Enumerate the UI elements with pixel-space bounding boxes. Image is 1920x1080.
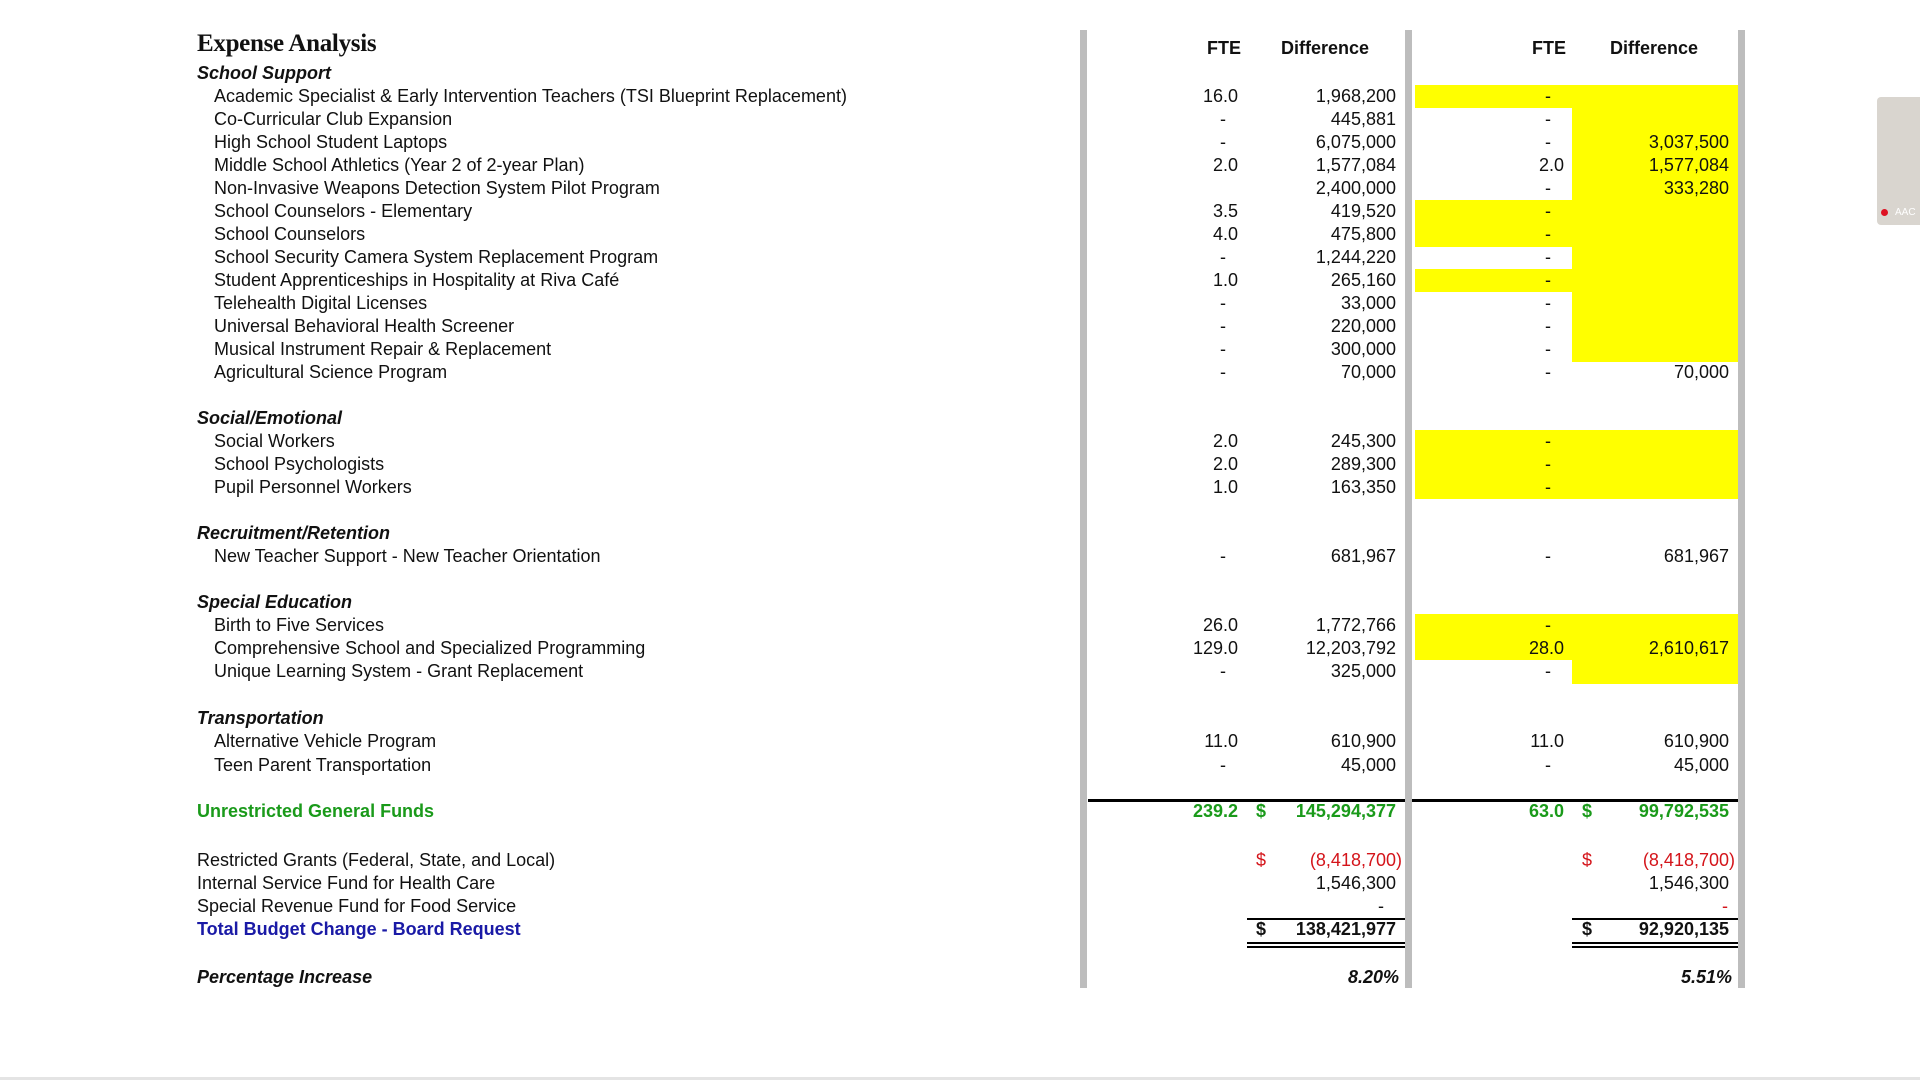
fte-value: - <box>1545 755 1551 775</box>
fte-value: 16.0 <box>1202 86 1238 106</box>
section-label: Social/Emotional <box>197 408 343 428</box>
fte-value: 2.0 <box>1212 155 1238 175</box>
fte-value: - <box>1545 546 1551 566</box>
fte-value: - <box>1545 339 1551 359</box>
row-label: Telehealth Digital Licenses <box>214 293 428 313</box>
difference-value: 1,772,766 <box>1315 615 1396 635</box>
difference-value: 163,350 <box>1330 477 1396 497</box>
difference-value: 289,300 <box>1330 454 1396 474</box>
participant-name: AAC <box>1895 207 1916 218</box>
row-label: Social Workers <box>214 431 335 451</box>
row-label: New Teacher Support - New Teacher Orientation <box>214 546 601 566</box>
fte-value: 2.0 <box>1538 155 1564 175</box>
fte-value: - <box>1545 477 1551 497</box>
difference-value: 220,000 <box>1330 316 1396 336</box>
row-label: Unique Learning System - Grant Replacement <box>214 661 584 681</box>
table-row <box>0 476 1920 499</box>
table-row <box>0 200 1920 223</box>
table-row <box>0 292 1920 315</box>
fte-value: - <box>1545 109 1551 129</box>
table-row <box>0 754 1920 777</box>
section-heading <box>0 707 1920 730</box>
row-label: Non-Invasive Weapons Detection System Pilot Program <box>214 178 660 198</box>
total-value: 138,421,977 <box>1295 919 1396 939</box>
difference-value: 1,577,084 <box>1315 155 1396 175</box>
difference-total: 145,294,377 <box>1295 801 1396 821</box>
header-fte-1: FTE <box>1207 38 1241 58</box>
section-label: School Support <box>197 63 331 83</box>
row-label: Musical Instrument Repair & Replacement <box>214 339 552 359</box>
double-rule <box>1247 942 1405 944</box>
currency-symbol: $ <box>1256 850 1267 870</box>
difference-value: - <box>1378 896 1384 916</box>
table-row <box>0 614 1920 637</box>
health-label: Internal Service Fund for Health Care <box>197 873 496 893</box>
fte-value: 26.0 <box>1202 615 1238 635</box>
row-label: Comprehensive School and Specialized Programming <box>214 638 646 658</box>
difference-value: 1,968,200 <box>1315 86 1396 106</box>
fte-value: - <box>1220 316 1226 336</box>
header-difference-2: Difference <box>1610 38 1699 58</box>
difference-value: 1,577,084 <box>1648 155 1729 175</box>
row-label: School Psychologists <box>214 454 385 474</box>
table-row <box>0 246 1920 269</box>
percentage-label: Percentage Increase <box>197 967 373 987</box>
unrestricted-row <box>0 800 1920 823</box>
fte-value: - <box>1220 132 1226 152</box>
food-label: Special Revenue Fund for Food Service <box>197 896 517 916</box>
table-row <box>0 108 1920 131</box>
difference-value: 2,400,000 <box>1315 178 1396 198</box>
difference-value: (8,418,700) <box>1642 850 1735 870</box>
difference-value: - <box>1722 896 1728 916</box>
table-row <box>0 453 1920 476</box>
difference-value: 333,280 <box>1663 178 1729 198</box>
difference-value: 610,900 <box>1663 731 1729 751</box>
currency-symbol: $ <box>1582 919 1593 939</box>
difference-value: 45,000 <box>1340 755 1396 775</box>
difference-value: 681,967 <box>1330 546 1396 566</box>
fte-value: - <box>1545 132 1551 152</box>
fte-value: 11.0 <box>1530 731 1564 751</box>
fte-value: 1.0 <box>1212 477 1238 497</box>
restricted-row <box>0 849 1920 872</box>
difference-value: 325,000 <box>1330 661 1396 681</box>
fte-value: - <box>1220 339 1226 359</box>
difference-total: 99,792,535 <box>1638 801 1729 821</box>
difference-value: 300,000 <box>1330 339 1396 359</box>
table-row <box>0 637 1920 660</box>
difference-value: 245,300 <box>1330 431 1396 451</box>
difference-value: 475,800 <box>1330 224 1396 244</box>
section-heading <box>0 522 1920 545</box>
fte-value: 3.5 <box>1212 201 1238 221</box>
table-row <box>0 223 1920 246</box>
difference-value: 3,037,500 <box>1648 132 1729 152</box>
fte-value: - <box>1545 247 1551 267</box>
header-fte-2: FTE <box>1532 38 1566 58</box>
table-row <box>0 154 1920 177</box>
double-rule <box>1572 946 1738 948</box>
difference-value: 1,546,300 <box>1315 873 1396 893</box>
section-heading <box>0 407 1920 430</box>
fte-value: - <box>1545 86 1551 106</box>
fte-value: - <box>1545 362 1551 382</box>
double-rule <box>1572 942 1738 944</box>
difference-value: 419,520 <box>1330 201 1396 221</box>
currency-symbol: $ <box>1256 919 1267 939</box>
row-label: Academic Specialist & Early Intervention Teachers (TSI Blueprint Replacement) <box>214 86 847 106</box>
percentage-value: 5.51% <box>1680 967 1732 987</box>
row-label: Agricultural Science Program <box>214 362 448 382</box>
fte-value: - <box>1545 431 1551 451</box>
fte-value: - <box>1545 661 1551 681</box>
total-row <box>0 918 1920 941</box>
food-row <box>0 895 1920 918</box>
difference-value: 265,160 <box>1330 270 1396 290</box>
participant-video-thumbnail[interactable] <box>1877 97 1920 225</box>
fte-value: - <box>1220 755 1226 775</box>
difference-value: 681,967 <box>1663 546 1729 566</box>
fte-value: - <box>1220 661 1226 681</box>
section-label: Recruitment/Retention <box>197 523 391 543</box>
row-label: Co-Curricular Club Expansion <box>214 109 453 129</box>
fte-value: - <box>1545 293 1551 313</box>
difference-value: 1,244,220 <box>1315 247 1396 267</box>
table-row <box>0 545 1920 568</box>
fte-total: 239.2 <box>1192 801 1238 821</box>
restricted-label: Restricted Grants (Federal, State, and Local) <box>197 850 556 870</box>
unrestricted-label: Unrestricted General Funds <box>197 801 435 821</box>
fte-total: 63.0 <box>1528 801 1564 821</box>
fte-value: - <box>1220 546 1226 566</box>
difference-value: 45,000 <box>1673 755 1729 775</box>
percentage-value: 8.20% <box>1347 967 1399 987</box>
row-label: Middle School Athletics (Year 2 of 2-year Plan) <box>214 155 585 175</box>
fte-value: - <box>1545 316 1551 336</box>
fte-value: - <box>1545 178 1551 198</box>
table-row <box>0 660 1920 683</box>
table-row <box>0 177 1920 200</box>
row-label: Universal Behavioral Health Screener <box>214 316 515 336</box>
difference-value: (8,418,700) <box>1309 850 1402 870</box>
row-label: Teen Parent Transportation <box>214 755 432 775</box>
row-label: School Counselors - Elementary <box>214 201 473 221</box>
table-row <box>0 269 1920 292</box>
fte-value: 4.0 <box>1212 224 1238 244</box>
table-row <box>0 361 1920 384</box>
header-difference-1: Difference <box>1281 38 1370 58</box>
fte-value: - <box>1545 201 1551 221</box>
difference-value: 33,000 <box>1340 293 1396 313</box>
difference-value: 6,075,000 <box>1315 132 1396 152</box>
difference-value: 2,610,617 <box>1648 638 1729 658</box>
table-row <box>0 315 1920 338</box>
recording-dot-icon <box>1881 209 1888 216</box>
fte-value: - <box>1220 247 1226 267</box>
currency-symbol: $ <box>1582 801 1593 821</box>
table-row <box>0 430 1920 453</box>
row-label: School Security Camera System Replacement Program <box>214 247 659 267</box>
total-label: Total Budget Change - Board Request <box>197 919 521 939</box>
section-label: Special Education <box>197 592 353 612</box>
difference-value: 12,203,792 <box>1305 638 1396 658</box>
fte-value: 2.0 <box>1212 431 1238 451</box>
fte-value: - <box>1545 454 1551 474</box>
fte-value: 2.0 <box>1212 454 1238 474</box>
total-value: 92,920,135 <box>1638 919 1729 939</box>
double-rule <box>1247 946 1405 948</box>
row-label: Alternative Vehicle Program <box>214 731 437 751</box>
fte-value: - <box>1545 615 1551 635</box>
fte-value: - <box>1545 270 1551 290</box>
row-label: Pupil Personnel Workers <box>214 477 412 497</box>
fte-value: 1.0 <box>1212 270 1238 290</box>
fte-value: 28.0 <box>1528 638 1564 658</box>
percentage-row <box>0 966 1920 989</box>
row-label: High School Student Laptops <box>214 132 448 152</box>
section-heading <box>0 62 1920 85</box>
difference-value: 1,546,300 <box>1648 873 1729 893</box>
table-row <box>0 730 1920 753</box>
row-label: School Counselors <box>214 224 366 244</box>
health-row <box>0 872 1920 895</box>
difference-value: 70,000 <box>1340 362 1396 382</box>
section-heading <box>0 591 1920 614</box>
difference-value: 445,881 <box>1330 109 1396 129</box>
difference-value: 70,000 <box>1673 362 1729 382</box>
currency-symbol: $ <box>1256 801 1267 821</box>
section-label: Transportation <box>197 708 324 728</box>
table-row <box>0 338 1920 361</box>
difference-value: 610,900 <box>1330 731 1396 751</box>
currency-symbol: $ <box>1582 850 1593 870</box>
fte-value: - <box>1545 224 1551 244</box>
fte-value: 11.0 <box>1204 731 1238 751</box>
fte-value: 129.0 <box>1192 638 1238 658</box>
page-title: Expense Analysis <box>197 30 377 57</box>
table-row <box>0 85 1920 108</box>
fte-value: - <box>1220 362 1226 382</box>
fte-value: - <box>1220 293 1226 313</box>
table-row <box>0 131 1920 154</box>
row-label: Student Apprenticeships in Hospitality at Riva Café <box>214 270 620 290</box>
fte-value: - <box>1220 109 1226 129</box>
row-label: Birth to Five Services <box>214 615 385 635</box>
